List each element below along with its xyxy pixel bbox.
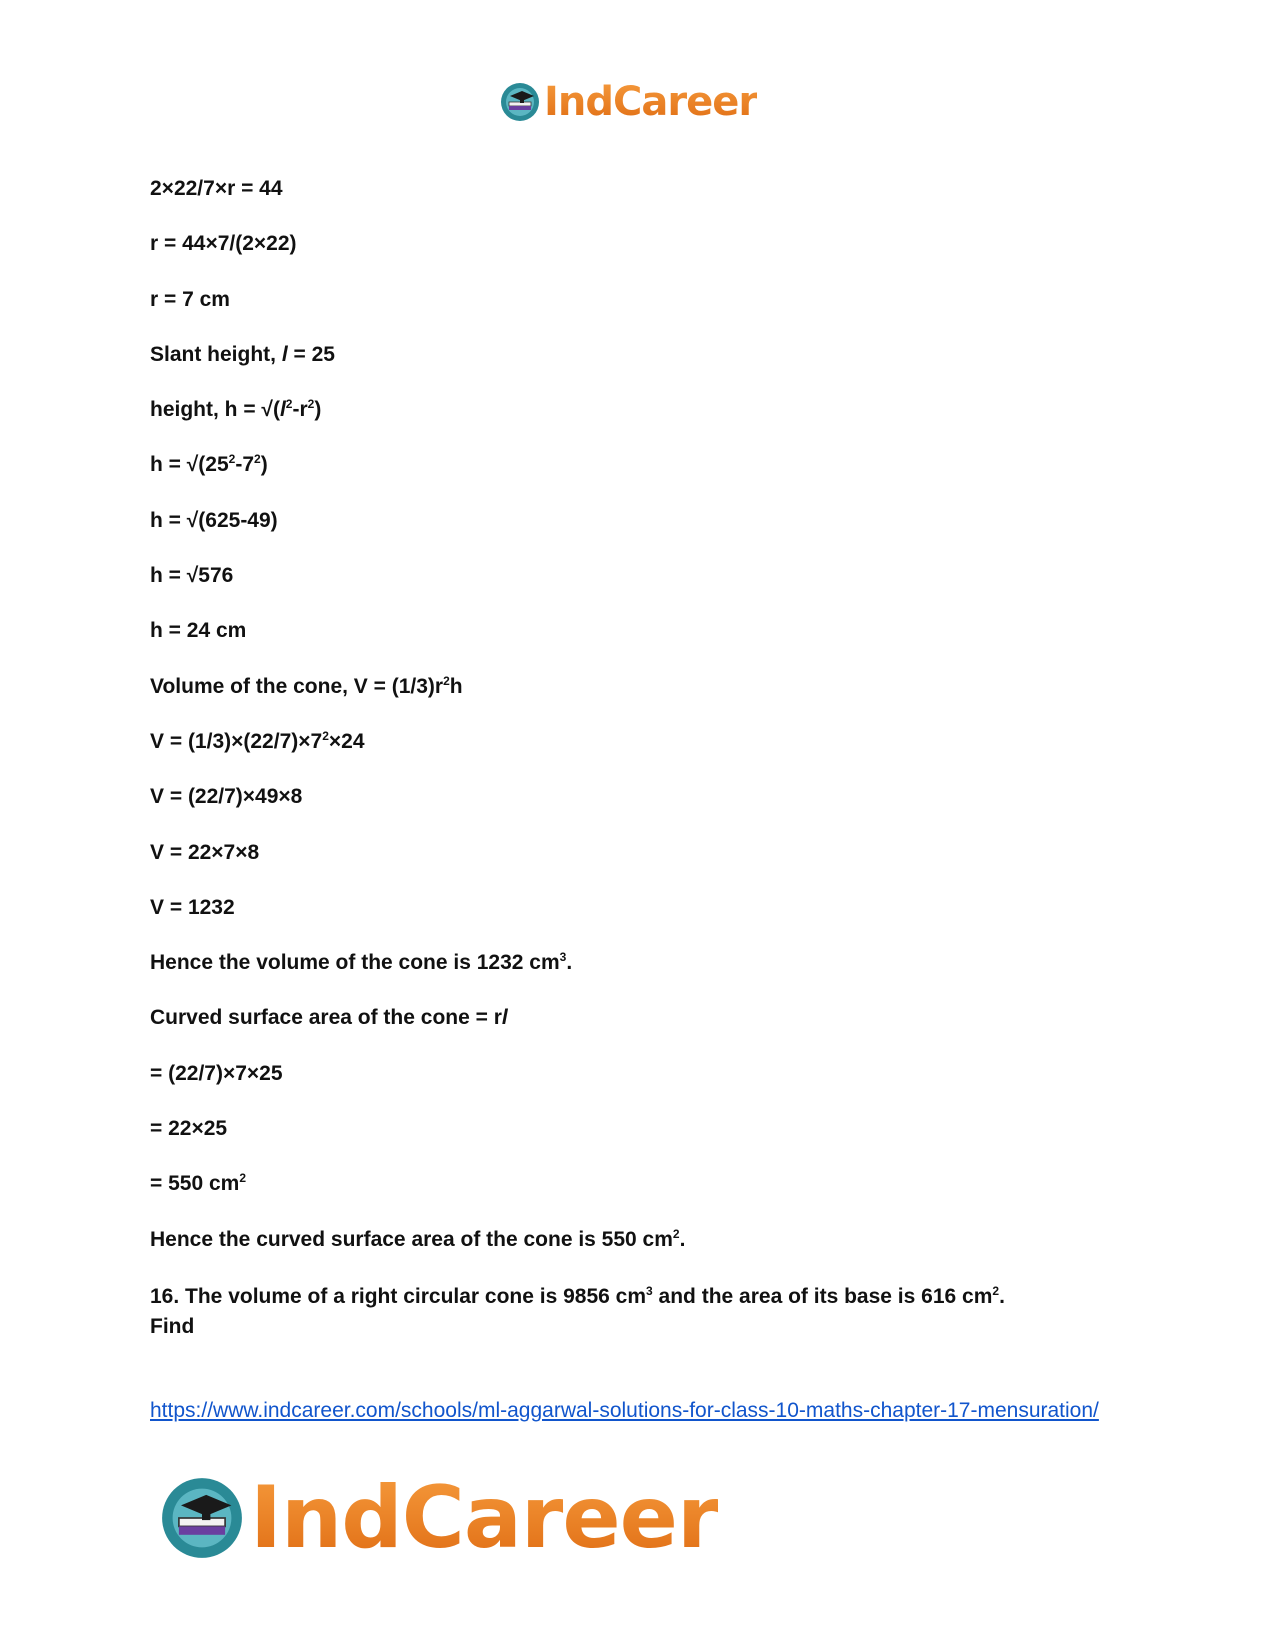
equation-line: r = 44×7/(2×22) [150, 232, 297, 256]
equation-line: V = (22/7)×49×8 [150, 785, 303, 809]
indcareer-logo-top [500, 80, 757, 124]
equation-line: Hence the volume of the cone is 1232 $cm^3$. [150, 950, 573, 975]
equation-line: $h = √(25^2-7^2)$ [150, 452, 268, 477]
equation-line: height, $h = √(l^2-r^2)$ [150, 397, 322, 422]
logo-wordmark: IndCareer [250, 1468, 719, 1568]
graduation-book-icon [500, 82, 540, 122]
equation-line: h = √(625-49) [150, 508, 278, 532]
equation-line: = (22/7)×7×25 [150, 1061, 283, 1085]
indcareer-logo-bottom [160, 1470, 718, 1566]
equation-line: = 550 $cm^2$ [150, 1171, 247, 1196]
equation-line: h = √576 [150, 564, 234, 588]
equation-line: 2×22/7×r = 44 [150, 177, 283, 200]
equation-line: Slant height, l = 25 [150, 342, 335, 366]
source-link[interactable]: https://www.indcareer.com/schools/ml-aggarwal-solutions-for-class-10-maths-chapter-17-mensuration/ [150, 1399, 1099, 1422]
equation-line: $V = (1/3)\times(22/7)\times 7^2\times 24$ [150, 728, 365, 753]
equation-line: Curved surface area of the cone = rl [150, 1006, 508, 1030]
equation-line: V = 22×7×8 [150, 840, 260, 864]
question-16: 16. The volume of a right circular cone is 9856 $cm^3$ and the area of its base is 616 $cm^2$. Find [150, 1283, 1005, 1338]
equation-line: h = 24 cm [150, 619, 247, 643]
logo-wordmark: IndCareer [544, 79, 758, 125]
equation-line: Volume of the cone, $V = (1/3)r^2h$ [150, 673, 463, 698]
equation-line: r = 7 cm [150, 287, 230, 311]
equation-line: V = 1232 [150, 895, 235, 919]
equation-line: = 22×25 [150, 1117, 228, 1141]
solution-content [150, 176, 1130, 1342]
equation-line: Hence the curved surface area of the cone is 550 $cm^2$. [150, 1226, 686, 1251]
graduation-book-icon [160, 1476, 244, 1560]
